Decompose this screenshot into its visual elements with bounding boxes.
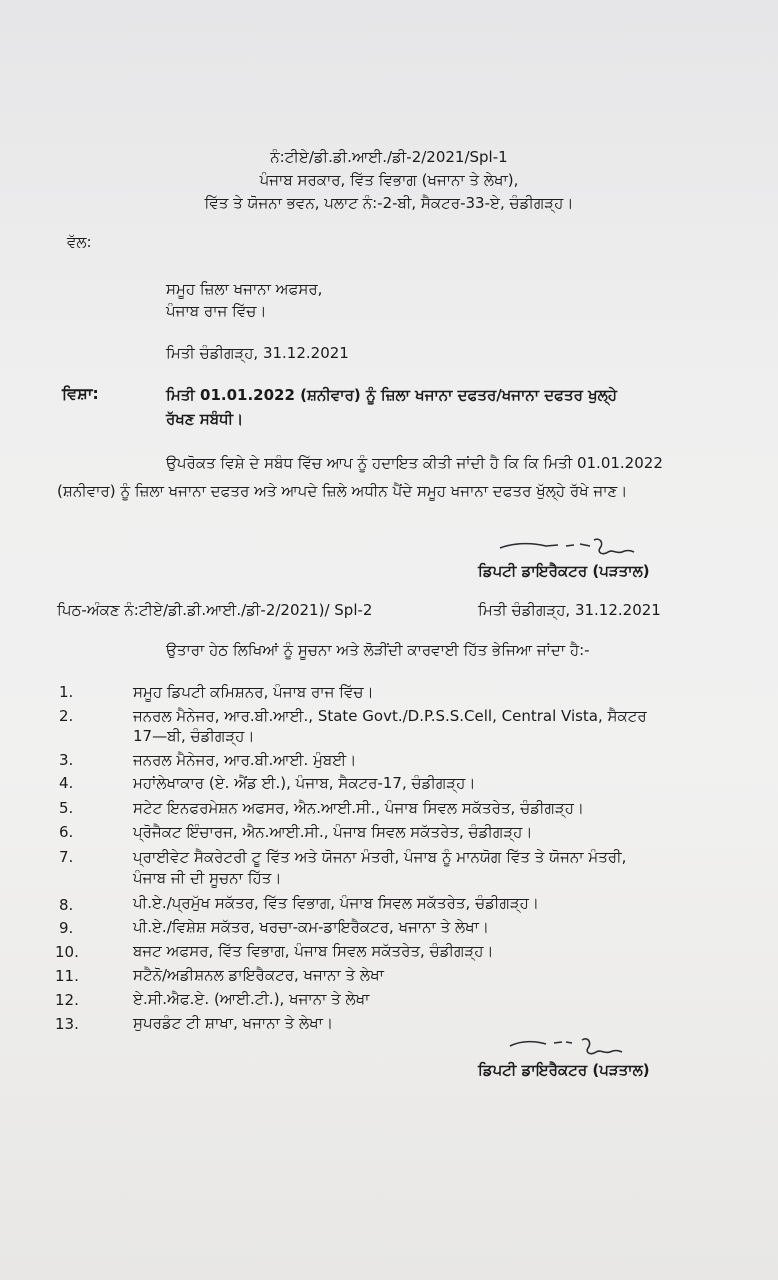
list-item: ਪ੍ਰੋਜੈਕਟ ਇੰਚਾਰਜ, ਐਨ.ਆਈ.ਸੀ., ਪੰਜਾਬ ਸਿਵਲ ਸਕੱਤਰੇਤ, ਚੰਡੀਗੜ੍ਹ। — [133, 823, 533, 841]
endorsement-date: ਮਿਤੀ ਚੰਡੀਗੜ੍ਹ, 31.12.2021 — [478, 601, 661, 619]
list-item-number: 2. — [59, 707, 74, 725]
list-item: ਸੁਪਰਡੰਟ ਟੀ ਸ਼ਾਖਾ, ਖਜਾਨਾ ਤੇ ਲੇਖਾ। — [133, 1014, 334, 1032]
list-item-number: 13. — [55, 1015, 79, 1033]
list-item: ਬਜਟ ਅਫਸਰ, ਵਿੱਤ ਵਿਭਾਗ, ਪੰਜਾਬ ਸਿਵਲ ਸਕੱਤਰੇਤ, ਚੰਡੀਗੜ੍ਹ। — [133, 942, 494, 960]
to-label: ਵੱਲ: — [67, 233, 92, 251]
list-item: ਮਹਾਂਲੇਖਾਕਾਰ (ਏ. ਐਂਡ ਈ.), ਪੰਜਾਬ, ਸੈਕਟਰ-17, ਚੰਡੀਗੜ੍ਹ। — [133, 774, 476, 792]
signature-image — [506, 1030, 646, 1064]
subject-line-1: ਮਿਤੀ 01.01.2022 (ਸ਼ਨੀਵਾਰ) ਨੂੰ ਜ਼ਿਲਾ ਖਜਾਨਾ ਦਫਤਰ/ਖਜਾਨਾ ਦਫਤਰ ਖੁਲ੍ਹੇ — [166, 386, 617, 404]
subject-label: ਵਿਸ਼ਾ: — [62, 384, 99, 403]
letter-date: ਮਿਤੀ ਚੰਡੀਗੜ੍ਹ, 31.12.2021 — [166, 344, 349, 362]
body-line-1: ਉਪਰੋਕਤ ਵਿਸ਼ੇ ਦੇ ਸਬੰਧ ਵਿੱਚ ਆਪ ਨੂੰ ਹਦਾਇਤ ਕੀਤੀ ਜਾਂਦੀ ਹੈ ਕਿ ਕਿ ਮਿਤੀ 01.01.2022 — [166, 454, 663, 472]
body-line-2: (ਸ਼ਨੀਵਾਰ) ਨੂੰ ਜ਼ਿਲਾ ਖਜਾਨਾ ਦਫਤਰ ਅਤੇ ਆਪਦੇ ਜ਼ਿਲੇ ਅਧੀਨ ਪੈਂਦੇ ਸਮੂਹ ਖਜਾਨਾ ਦਫਤਰ ਖੁੱਲ੍ਹੇ ਰੱਖੇ ਜਾਣ। — [57, 482, 628, 500]
recipient-line-2: ਪੰਜਾਬ ਰਾਜ ਵਿੱਚ। — [166, 302, 267, 320]
list-item-number: 8. — [59, 896, 74, 914]
list-item-number: 3. — [59, 751, 74, 769]
list-item-number: 7. — [59, 848, 74, 866]
list-item-number: 9. — [59, 919, 74, 937]
list-item: ਜਨਰਲ ਮੈਨੇਜਰ, ਆਰ.ਬੀ.ਆਈ. ਮੁੰਬਈ। — [133, 751, 357, 769]
list-item-continuation: ਪੰਜਾਬ ਜੀ ਦੀ ਸੂਚਨਾ ਹਿੱਤ। — [133, 869, 282, 887]
list-item-number: 11. — [55, 967, 79, 985]
subject-line-2: ਰੱਖਣ ਸਬੰਧੀ। — [166, 410, 244, 428]
endorsement-intro: ਉਤਾਰਾ ਹੇਠ ਲਿਖਿਆਂ ਨੂੰ ਸੂਚਨਾ ਅਤੇ ਲੋੜੀਂਦੀ ਕਾਰਵਾਈ ਹਿੱਤ ਭੇਜਿਆ ਜਾਂਦਾ ਹੈ:- — [166, 641, 590, 659]
list-item-number: 6. — [59, 823, 74, 841]
list-item: ਏ.ਸੀ.ਐਫ.ਏ. (ਆਈ.ਟੀ.), ਖਜਾਨਾ ਤੇ ਲੇਖਾ — [133, 990, 370, 1008]
recipient-line-1: ਸਮੂਹ ਜ਼ਿਲਾ ਖਜਾਨਾ ਅਫਸਰ, — [166, 280, 323, 298]
list-item: ਪ੍ਰਾਈਵੇਟ ਸੈਕਰੇਟਰੀ ਟੂ ਵਿੱਤ ਅਤੇ ਯੋਜਨਾ ਮੰਤਰੀ, ਪੰਜਾਬ ਨੂੰ ਮਾਨਯੋਗ ਵਿੱਤ ਤੇ ਯੋਜਨਾ ਮੰਤਰੀ, — [133, 848, 627, 866]
endorsement-reference: ਪਿਠ-ਅੰਕਣ ਨੰ:ਟੀਏ/ਡੀ.ਡੀ.ਆਈ./ਡੀ-2/2021)/ Spl-2 — [57, 601, 373, 619]
list-item-number: 10. — [55, 943, 79, 961]
signatory-title-2: ਡਿਪਟੀ ਡਾਇਰੈਕਟਰ (ਪੜਤਾਲ) — [478, 1061, 650, 1079]
list-item-number: 12. — [55, 991, 79, 1009]
list-item: ਸਟੈਨੋ/ਅਡੀਸ਼ਨਲ ਡਾਇਰੈਕਟਰ, ਖਜਾਨਾ ਤੇ ਲੇਖਾ — [133, 966, 384, 984]
list-item: ਪੀ.ਏ./ਵਿਸ਼ੇਸ਼ ਸਕੱਤਰ, ਖਰਚਾ-ਕਮ-ਡਾਇਰੈਕਟਰ, ਖਜਾਨਾ ਤੇ ਲੇਖਾ। — [133, 918, 490, 936]
list-item: ਪੀ.ਏ./ਪ੍ਰਮੁੱਖ ਸਕੱਤਰ, ਵਿੱਤ ਵਿਭਾਗ, ਪੰਜਾਬ ਸਿਵਲ ਸਕੱਤਰੇਤ, ਚੰਡੀਗੜ੍ਹ। — [133, 894, 539, 912]
list-item: ਸਟੇਟ ਇਨਫਰਮੇਸ਼ਨ ਅਫਸਰ, ਐਨ.ਆਈ.ਸੀ., ਪੰਜਾਬ ਸਿਵਲ ਸਕੱਤਰੇਤ, ਚੰਡੀਗੜ੍ਹ। — [133, 799, 585, 817]
reference-number: ਨੰ:ਟੀਏ/ਡੀ.ਡੀ.ਆਈ./ਡੀ-2/2021/Spl-1 — [270, 148, 508, 166]
list-item-number: 1. — [59, 683, 74, 701]
list-item-continuation: 17—ਬੀ, ਚੰਡੀਗੜ੍ਹ। — [133, 727, 255, 745]
office-address: ਵਿੱਤ ਤੇ ਯੋਜਨਾ ਭਵਨ, ਪਲਾਟ ਨੰ:-2-ਬੀ, ਸੈਕਟਰ-33-ਏ, ਚੰਡੀਗੜ੍ਹ। — [204, 194, 574, 212]
office-name: ਪੰਜਾਬ ਸਰਕਾਰ, ਵਿੱਤ ਵਿਭਾਗ (ਖਜਾਨਾ ਤੇ ਲੇਖਾ), — [259, 171, 519, 189]
list-item: ਸਮੂਹ ਡਿਪਟੀ ਕਮਿਸ਼ਨਰ, ਪੰਜਾਬ ਰਾਜ ਵਿੱਚ। — [133, 683, 374, 701]
list-item-number: 5. — [59, 799, 74, 817]
signatory-title: ਡਿਪਟੀ ਡਾਇਰੈਕਟਰ (ਪੜਤਾਲ) — [478, 562, 650, 580]
list-item: ਜਨਰਲ ਮੈਨੇਜਰ, ਆਰ.ਬੀ.ਆਈ., State Govt./D.P.S.S.Cell, Central Vista, ਸੈਕਟਰ — [133, 707, 647, 725]
list-item-number: 4. — [59, 774, 74, 792]
